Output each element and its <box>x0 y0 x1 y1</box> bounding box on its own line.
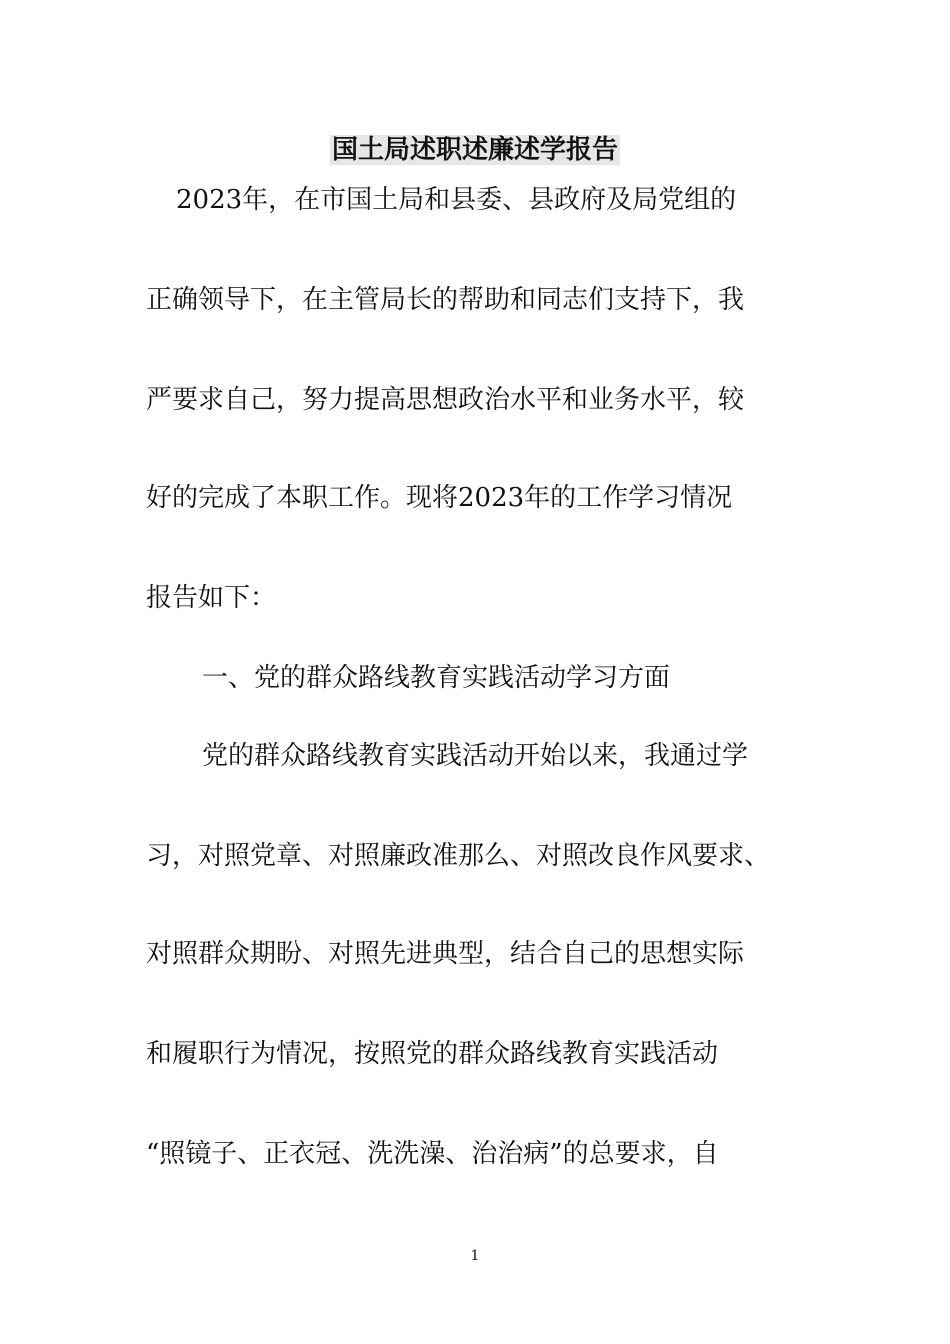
document-title <box>0 130 950 170</box>
paragraph-line-6: 党的群众路线教育实践活动开始以来，我通过学 <box>202 741 749 771</box>
paragraph-line-7: 习，对照党章、对照廉政准那么、对照改良作风要求、 <box>146 841 771 871</box>
page-number: 1 <box>470 1248 480 1264</box>
paragraph-line-5: 报告如下： <box>146 583 277 613</box>
paragraph-line-4: 好的完成了本职工作。现将2023年的工作学习情况 <box>146 483 733 513</box>
paragraph-line-2: 正确领导下，在主管局长的帮助和同志们支持下，我 <box>146 285 745 315</box>
paragraph-line-9: 和履职行为情况，按照党的群众路线教育实践活动 <box>146 1039 719 1069</box>
paragraph-line-8: 对照群众期盼、对照先进典型，结合自己的思想实际 <box>146 939 745 969</box>
paragraph-line-1: 2023年，在市国土局和县委、县政府及局党组的 <box>176 185 737 215</box>
document-title-text: 国土局述职述廉述学报告 <box>331 135 618 165</box>
paragraph-line-3: 严要求自己，努力提高思想政治水平和业务水平，较 <box>146 385 745 415</box>
section-heading-1: 一、党的群众路线教育实践活动学习方面 <box>202 663 671 693</box>
paragraph-line-10: “照镜子、正衣冠、洗洗澡、治治病”的总要求，自 <box>146 1139 719 1169</box>
